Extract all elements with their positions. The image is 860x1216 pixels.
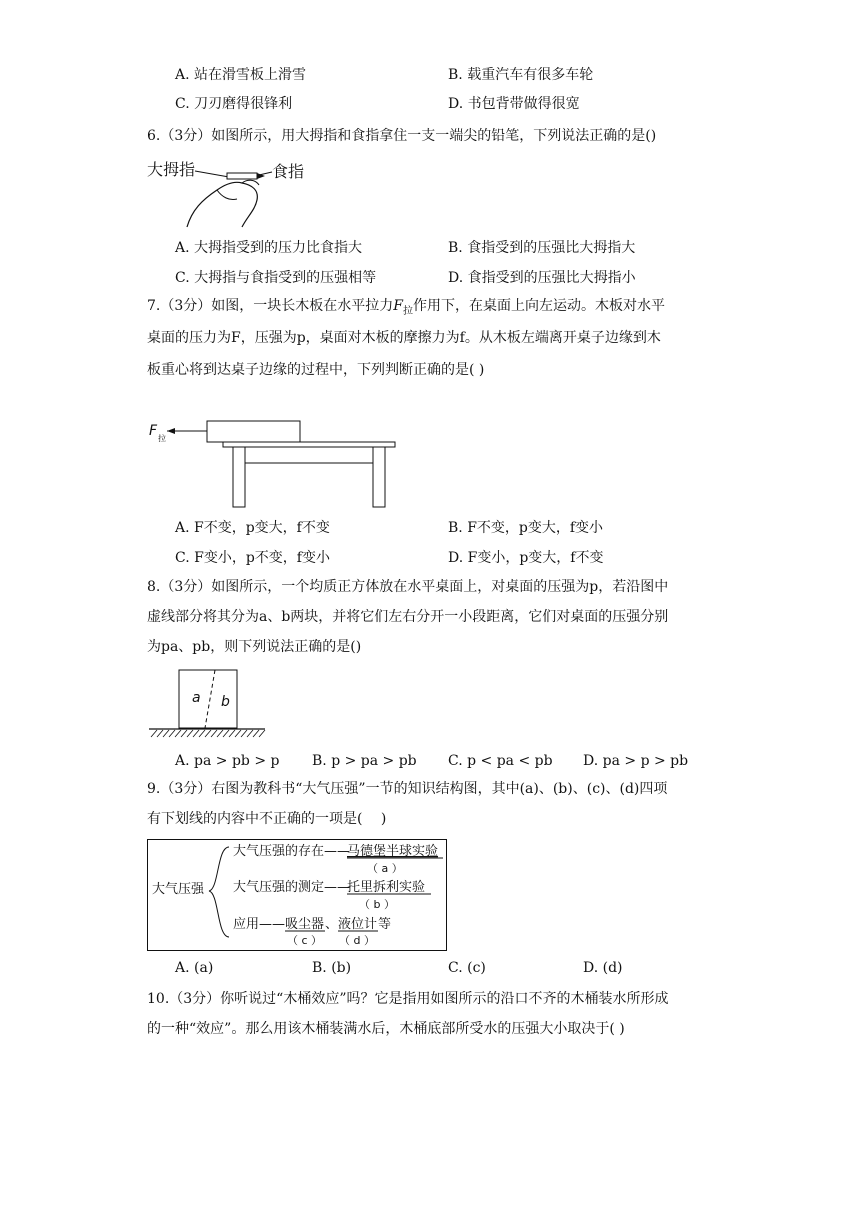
q7-fig-force-sub: 拉: [158, 434, 166, 443]
q9-option-a: A. (a): [175, 960, 214, 976]
q6-option-c: C. 大拇指与食指受到的压强相等: [175, 270, 377, 286]
q9-stem-line1: 9.（3分）右图为教科书“大气压强”一节的知识结构图，其中(a)、(b)、(c)、(d)四项: [147, 781, 668, 797]
q6-option-a: A. 大拇指受到的压力比食指大: [175, 240, 363, 256]
q9-diagram-b1-item: 马德堡半球实验: [347, 844, 439, 859]
q9-diagram-tag-a: （ a ）: [367, 862, 403, 875]
q9-diagram-tag-b: （ b ）: [359, 898, 395, 911]
q9-option-c: C. (c): [448, 960, 486, 976]
q10-stem-line1: 10.（3分）你听说过“木桶效应”吗？它是指用如图所示的沿口不齐的木桶装水所形成: [147, 991, 669, 1007]
q5-option-a: A. 站在滑雪板上滑雪: [175, 67, 307, 83]
q9-option-b: B. (b): [312, 960, 352, 976]
q6-figure-hand-pencil: [147, 155, 317, 230]
q10-stem-line2: 的一种“效应”。那么用该木桶装满水后，木桶底部所受水的压强大小取决于( ): [147, 1021, 625, 1037]
q5-option-b: B. 载重汽车有很多车轮: [448, 67, 594, 83]
q9-diagram-tag-c: （ c ）: [287, 934, 323, 947]
q9-option-d: D. (d): [583, 960, 623, 976]
q8-label-b: b: [221, 694, 230, 710]
q9-stem-line2: 有下划线的内容中不正确的一项是( ): [147, 811, 387, 827]
q9-diagram-b3-sep: 、: [325, 917, 339, 932]
q7-force-subscript: 拉: [402, 305, 413, 317]
q8-stem-line1: 8.（3分）如图所示，一个均质正方体放在水平桌面上，对桌面的压强为p，若沿图中: [147, 579, 669, 595]
q7-figure-board-table: [145, 415, 400, 510]
q9-diagram-root: 大气压强: [152, 882, 205, 897]
q7-stem-line3: 板重心将到达桌子边缘的过程中，下列判断正确的是( ): [147, 362, 485, 378]
q9-diagram-b3-item1: 吸尘器: [285, 917, 325, 932]
q9-diagram-b3-item2: 液位计: [338, 917, 378, 932]
q6-option-b: B. 食指受到的压强比大拇指大: [448, 240, 636, 256]
q8-option-a: A. pa > pb > p: [175, 753, 280, 769]
q7-stem-line2: 桌面的压力为F，压强为p，桌面对木板的摩擦力为f。从木板左端离开桌子边缘到木: [147, 330, 661, 346]
q6-option-d: D. 食指受到的压强比大拇指小: [448, 270, 636, 286]
q9-knowledge-diagram: [147, 839, 447, 951]
q7-stem-line1: [147, 296, 665, 322]
q8-stem-line2: 虚线部分将其分为a、b两块，并将它们左右分开一小段距离，它们对桌面的压强分别: [147, 609, 669, 625]
q8-figure-cube: [147, 668, 267, 740]
q9-diagram-b3-suffix: 等: [378, 917, 392, 932]
q7-stem-line1-b: 作用下，在桌面上向左运动。木板对水平: [412, 298, 665, 314]
q7-option-d: D. F变小，p变大，f不变: [448, 550, 604, 566]
q9-diagram-b3-prefix: 应用——: [233, 917, 286, 932]
q7-fig-force-label: F: [149, 423, 158, 439]
q6-stem: 6.（3分）如图所示，用大拇指和食指拿住一支一端尖的铅笔，下列说法正确的是(): [147, 128, 657, 144]
q7-force-symbol: F: [393, 298, 403, 314]
q8-option-d: D. pa > p > pb: [583, 753, 689, 769]
q5-option-c: C. 刀刃磨得很锋利: [175, 96, 293, 112]
q6-label-thumb: 大拇指: [147, 160, 196, 179]
q7-option-b: B. F不变，p变大，f变小: [448, 520, 604, 536]
q5-option-d: D. 书包背带做得很宽: [448, 96, 580, 112]
q7-option-c: C. F变小，p不变，f变小: [175, 550, 330, 566]
q8-stem-line3: 为pa、pb，则下列说法正确的是(): [147, 639, 362, 655]
q9-diagram-b2-prefix: 大气压强的测定——: [233, 880, 351, 895]
q9-diagram-tag-d: （ d ）: [339, 934, 375, 947]
q8-option-c: C. p < pa < pb: [448, 753, 553, 769]
q9-diagram-b1-prefix: 大气压强的存在——: [233, 844, 351, 859]
q8-option-b: B. p > pa > pb: [312, 753, 417, 769]
q8-label-a: a: [192, 690, 201, 706]
q9-diagram-b2-item: 托里拆利实验: [347, 880, 426, 895]
q7-option-a: A. F不变，p变大，f不变: [175, 520, 330, 536]
q6-label-index: 食指: [272, 162, 305, 181]
q7-stem-line1-a: 7.（3分）如图，一块长木板在水平拉力: [147, 298, 394, 314]
